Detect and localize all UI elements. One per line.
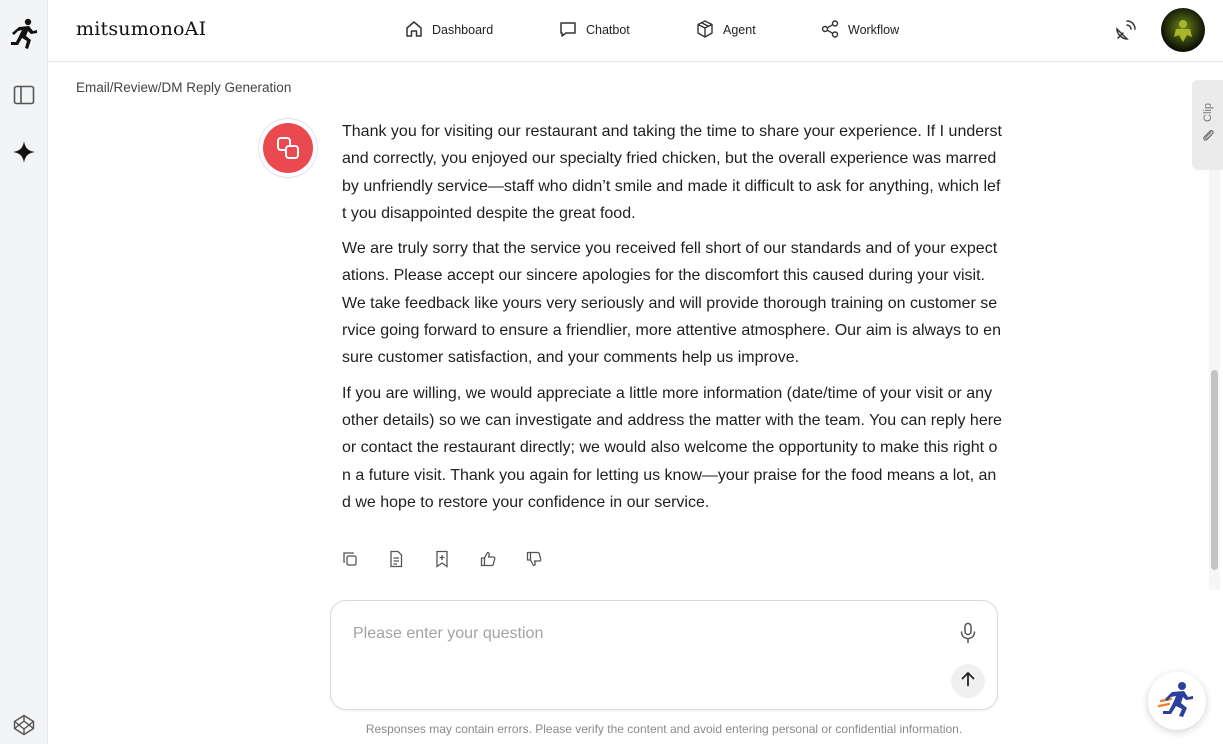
clip-tab[interactable] [1192, 80, 1223, 170]
assistant-fab-button[interactable] [1148, 672, 1206, 730]
thumbs-down-icon[interactable] [526, 550, 542, 568]
satellite-icon[interactable] [1112, 18, 1138, 44]
chat-icon [558, 19, 578, 42]
message-paragraph: Thank you for visiting our restaurant and taking the time to share your experience. If I understand correctly, you enjoyed our specialty fried chicken, but the overall experience was marred by unfriendly service—staff who didn’t smile and made it difficult to ask for anything, which left you disappointed despite the great food. [342, 123, 1002, 222]
clip-label: Clip [1201, 103, 1214, 122]
avatar[interactable] [1161, 8, 1205, 52]
message-paragraph: If you are willing, we would appreciate a little more information (date/time of your visit or any other details) so we can investigate and address the matter with the team. You can reply here or contact the restaurant directly; we would also welcome the opportunity to make this right on a future visit. Thank you again for letting us know—your praise for the food means a lot, and we hope to restore your confidence in our service. [342, 384, 1002, 511]
thumbs-up-icon[interactable] [480, 550, 496, 568]
assistant-message [342, 118, 1002, 524]
cube-icon [695, 19, 715, 42]
bookmark-add-icon[interactable] [434, 550, 450, 568]
runner-logo-icon[interactable] [8, 18, 40, 50]
nav-workflow-label: Workflow [848, 23, 900, 37]
home-icon [404, 19, 424, 42]
message-actions [342, 550, 542, 568]
sidebar-toggle-icon[interactable] [8, 79, 40, 111]
brand-name: mitsumonoAI [76, 18, 207, 40]
paperclip-icon [1201, 128, 1215, 147]
send-button[interactable] [951, 664, 985, 698]
nav-chatbot[interactable] [558, 18, 630, 42]
message-paragraph: We are truly sorry that the service you received fell short of our standards and of your expectations. Please accept our sincere apologies for the discomfort this caused during your visit. We take feedback like yours very seriously and will provide thorough training on customer service going forward to ensure a friendlier, more attentive atmosphere. Our aim is always to ensure customer satisfaction, and your comments help us improve. [342, 240, 1001, 367]
nav-chatbot-label: Chatbot [586, 23, 630, 37]
copy-icon[interactable] [342, 550, 358, 568]
breadcrumb: Email/Review/DM Reply Generation [76, 80, 292, 95]
chat-composer [330, 600, 998, 710]
bot-logo-icon [263, 123, 313, 173]
document-icon[interactable] [388, 550, 404, 568]
bot-avatar [258, 118, 318, 178]
nav-workflow[interactable] [820, 18, 899, 42]
nav-dashboard-label: Dashboard [432, 23, 494, 37]
nav-agent-label: Agent [723, 23, 756, 37]
nav-dashboard[interactable] [404, 18, 493, 42]
share-icon [820, 19, 840, 42]
top-header [48, 0, 1223, 62]
scrollbar-thumb[interactable] [1211, 370, 1218, 570]
codepen-icon[interactable] [8, 709, 40, 741]
nav-agent[interactable] [695, 18, 756, 42]
arrow-up-icon [959, 670, 977, 693]
runner-mascot-icon [1157, 679, 1197, 724]
sparkle-icon[interactable] [8, 136, 40, 168]
question-input[interactable] [353, 621, 933, 647]
left-rail [0, 0, 48, 744]
disclaimer-text: Responses may contain errors. Please verify the content and avoid entering personal or confidential information. [365, 722, 963, 736]
microphone-icon[interactable] [957, 621, 979, 645]
